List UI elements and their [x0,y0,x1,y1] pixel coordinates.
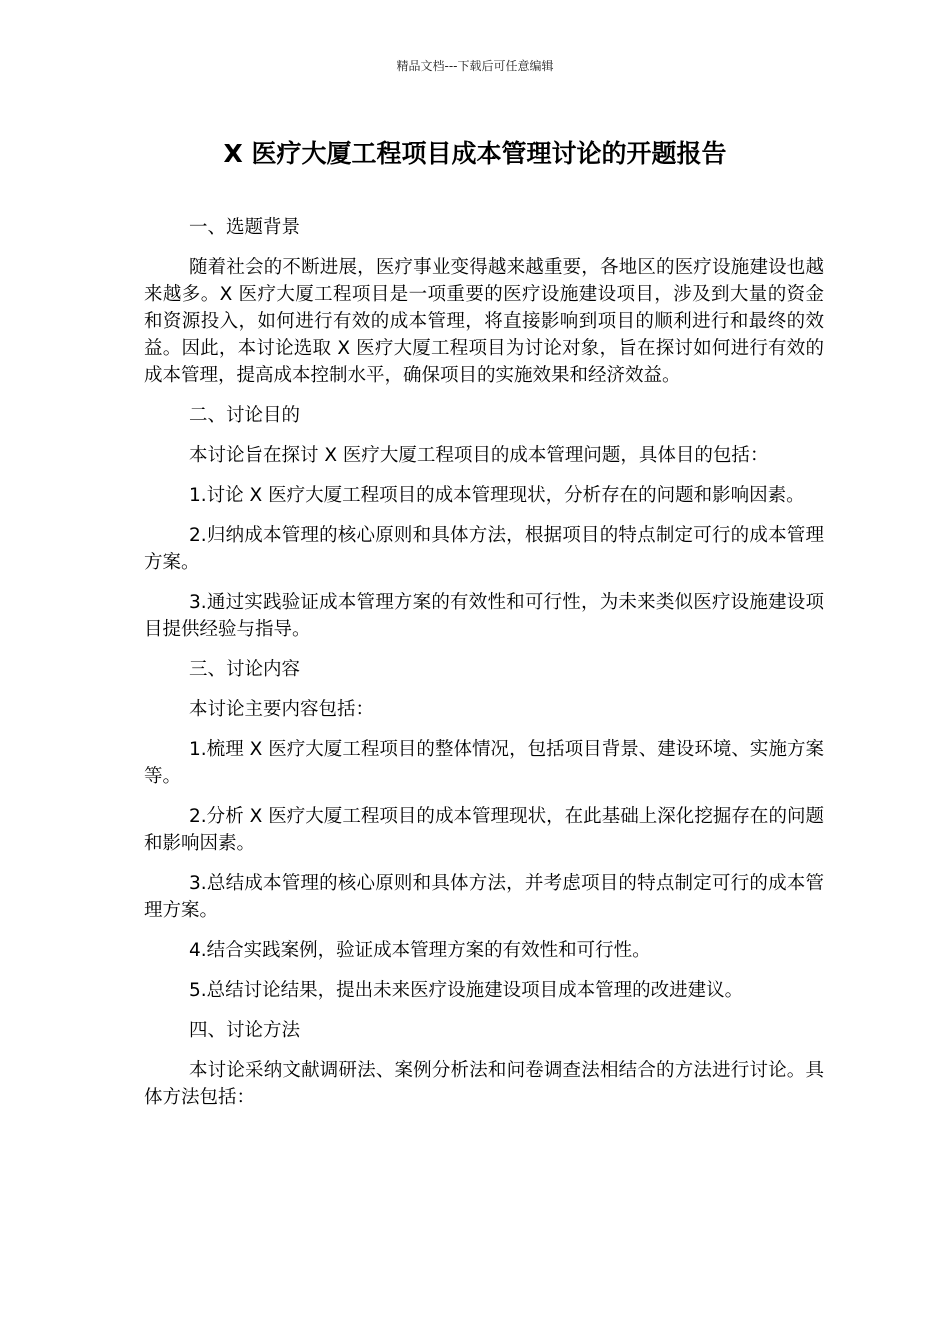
section-heading-method: 四、讨论方法 [189,1020,301,1041]
content-item: 3.总结成本管理的核心原则和具体方法，并考虑项目的特点制定可行的成本管理方案。 [144,873,824,921]
page-header: 精品文档---下载后可任意编辑 [396,59,554,73]
content-item: 1.梳理 X 医疗大厦工程项目的整体情况，包括项目背景、建设环境、实施方案等。 [144,739,824,787]
document-title: X 医疗大厦工程项目成本管理讨论的开题报告 [223,139,727,168]
content-item: 2.分析 X 医疗大厦工程项目的成本管理现状，在此基础上深化挖掘存在的问题和影响因素。 [144,806,824,854]
background-paragraph: 随着社会的不断进展，医疗事业变得越来越重要，各地区的医疗设施建设也越来越多。X 医疗大厦工程项目是一项重要的医疗设施建设项目，涉及到大量的资金和资源投入，如何进行有效的成本管理，将直接影响到项目的顺利进行和最终的效益。因此，本讨论选取 X 医疗大厦工程项目为讨论对象，旨在探讨如何进行有效的成本管理，提高成本控制水平，确保项目的实施效果和经济效益。 [144,257,824,386]
section-heading-content: 三、讨论内容 [189,659,301,680]
document-body [144,214,824,1124]
content-item: 4.结合实践案例，验证成本管理方案的有效性和可行性。 [189,940,651,961]
purpose-item: 3.通过实践验证成本管理方案的有效性和可行性，为未来类似医疗设施建设项目提供经验与指导。 [144,592,824,640]
purpose-item: 2.归纳成本管理的核心原则和具体方法，根据项目的特点制定可行的成本管理方案。 [144,525,824,573]
purpose-intro: 本讨论旨在探讨 X 医疗大厦工程项目的成本管理问题，具体目的包括： [189,445,769,466]
purpose-item: 1.讨论 X 医疗大厦工程项目的成本管理现状，分析存在的问题和影响因素。 [189,485,805,506]
content-intro: 本讨论主要内容包括： [189,699,375,720]
content-item: 5.总结讨论结果，提出未来医疗设施建设项目成本管理的改进建议。 [189,980,744,1001]
section-heading-purpose: 二、讨论目的 [189,405,301,426]
method-intro: 本讨论采纳文献调研法、案例分析法和问卷调查法相结合的方法进行讨论。具体方法包括： [144,1060,824,1108]
section-heading-background: 一、选题背景 [189,217,301,238]
